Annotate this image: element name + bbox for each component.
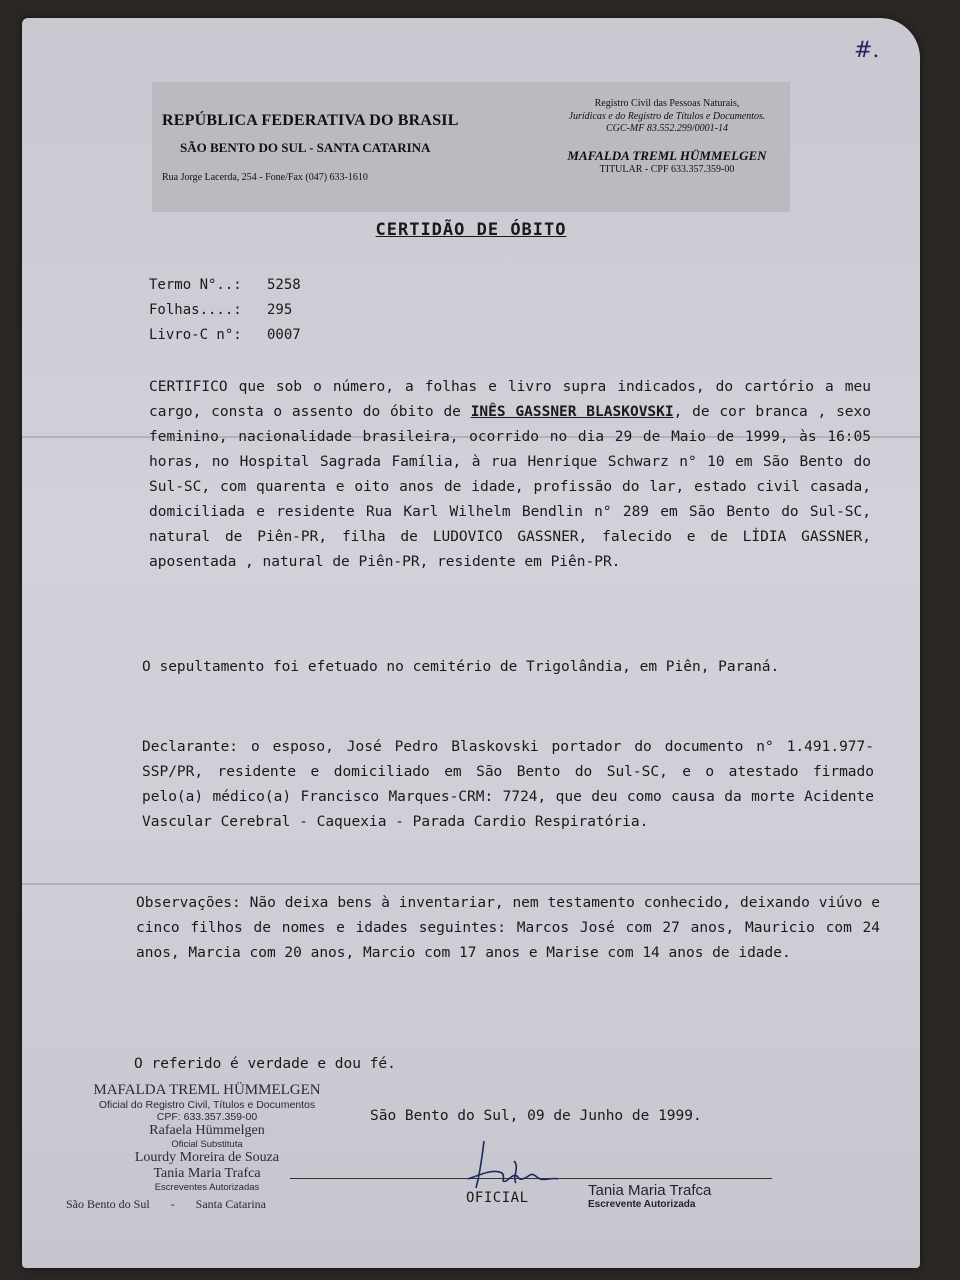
termo-label: Termo N°..: — [149, 277, 242, 293]
titular-name: MAFALDA TREML HÜMMELGEN — [567, 147, 767, 163]
livro-label: Livro-C n°: — [149, 327, 242, 343]
livro-value: 0007 — [267, 327, 301, 343]
city-title: SÃO BENTO DO SUL - SANTA CATARINA — [180, 140, 431, 155]
paragraph-text: CERTIFICO que sob o número, a folhas e livro supra indicados, do cartório a meu cargo, consta o assento do óbito de — [149, 379, 871, 420]
office-address: Rua Jorge Lacerda, 254 - Fone/Fax (047) 633-1610 — [162, 172, 368, 183]
oficial-label: OFICIAL — [466, 1190, 529, 1206]
certificate-paper — [22, 18, 920, 1268]
stamp-substitute-role: Oficial Substituta — [171, 1139, 243, 1150]
stamp-footer — [62, 1197, 352, 1212]
clerk-stamp-role: Escrevente Autorizada — [588, 1199, 696, 1210]
stamp-footer-state: Santa Catarina — [195, 1197, 266, 1211]
letterhead — [152, 82, 790, 212]
stamp-cpf: CPF: 633.357.359-00 — [156, 1111, 258, 1123]
deceased-name: INÊS GASSNER BLASKOVSKI — [470, 404, 674, 420]
stamp-footer-sep: - — [170, 1197, 175, 1211]
republic-title: REPÚBLICA FEDERATIVA DO BRASIL — [162, 112, 459, 129]
registry-line: Jurídicas e do Registro de Títulos e Documentos. — [568, 110, 766, 122]
document-title: CERTIDÃO DE ÓBITO — [375, 220, 567, 240]
handwritten-mark: #. — [854, 38, 880, 63]
clerk-stamp-name: Tania Maria Trafca — [588, 1182, 712, 1199]
stamp-substitute: Rafaela Hümmelgen — [149, 1123, 265, 1138]
certification-paragraph — [149, 375, 871, 575]
folhas-value: 295 — [267, 302, 293, 318]
declarant-paragraph: Declarante: o esposo, José Pedro Blaskovski portador do documento n° 1.491.977-SSP/PR, residente e domiciliado em São Bento do Sul-SC, e o atestado firmado pelo(a) médico(a) Francisco Marques-CRM: 7724, que deu como causa da morte Acidente Vascular Cerebral - Caquexia - Parada Cardio Respiratória. — [142, 739, 874, 830]
stamp-clerk: Tania Maria Trafca — [153, 1166, 261, 1181]
registry-cgc: CGC-MF 83.552.299/0001-14 — [606, 123, 728, 134]
letterhead-right — [547, 98, 787, 176]
issue-date: São Bento do Sul, 09 de Junho de 1999. — [370, 1108, 702, 1124]
termo-value: 5258 — [267, 277, 301, 293]
stamp-name: MAFALDA TREML HÜMMELGEN — [93, 1082, 321, 1098]
registrar-stamp — [62, 1082, 352, 1212]
registry-line: Registro Civil das Pessoas Naturais, — [594, 98, 740, 109]
folhas-label: Folhas....: — [149, 302, 242, 318]
record-meta — [149, 273, 301, 348]
burial-paragraph: O sepultamento foi efetuado no cemitério de Trigolândia, em Piên, Paraná. — [142, 659, 780, 675]
stamp-role: Oficial do Registro Civil, Títulos e Documentos — [98, 1099, 316, 1111]
stamp-footer-city: São Bento do Sul — [66, 1197, 150, 1211]
handwritten-signature — [454, 1133, 564, 1193]
titular-cpf: TITULAR - CPF 633.357.359-00 — [599, 163, 735, 175]
stamp-clerk-role: Escreventes Autorizadas — [154, 1182, 260, 1193]
attestation-line: O referido é verdade e dou fé. — [134, 1056, 396, 1072]
stamp-clerk: Lourdy Moreira de Souza — [134, 1150, 280, 1165]
letterhead-left — [162, 112, 502, 183]
fold-line — [22, 883, 920, 885]
observations-paragraph: Observações: Não deixa bens à inventariar, nem testamento conhecido, deixando viúvo e cinco filhos de nomes e idades seguintes: Marcos José com 27 anos, Mauricio com 24 anos, Marcia com 20 anos, Marcio com 17 anos e Marise com 14 anos de idade. — [136, 895, 880, 961]
paragraph-text: , de cor branca , sexo feminino, nacionalidade brasileira, ocorrido no dia 29 de Maio de 1999, às 16:05 horas, no Hospital Sagrada Família, à rua Henrique Schwarz n° 10 em São Bento do Sul-SC, com quarenta e oito anos de idade, profissão do lar, estado civil casada, domiciliada e residente Rua Karl Wilhelm Bendlin n° 289 em São Bento do Sul-SC, natural de Piên-PR, filha de LUDOVICO GASSNER, falecido e de LÍDIA GASSNER, aposentada , natural de Piên-PR, residente em Piên-PR. — [149, 404, 871, 570]
clerk-stamp — [588, 1182, 711, 1210]
